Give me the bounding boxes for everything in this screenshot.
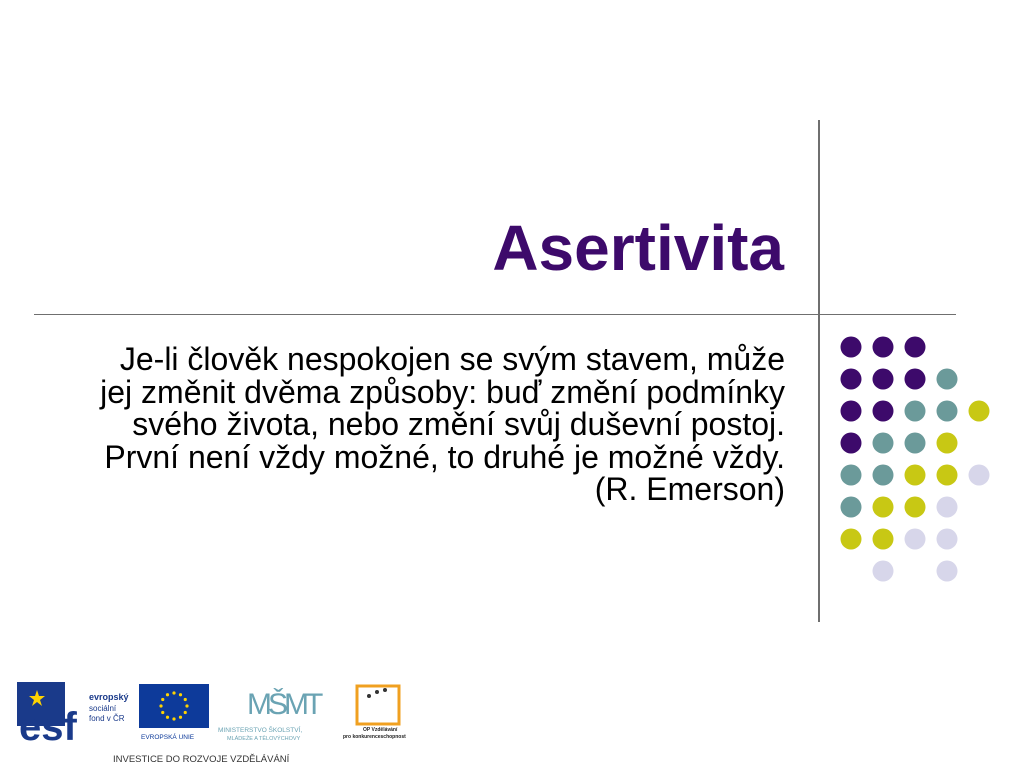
decorative-dot [937,465,958,486]
eu-label: EVROPSKÁ UNIE [141,734,195,741]
eu-star-icon [172,691,175,694]
decorative-dot [937,433,958,454]
eu-star-icon [161,698,164,701]
eu-star-icon [161,711,164,714]
decorative-dot [873,465,894,486]
eu-star-icon [179,716,182,719]
op-line-1: OP Vzdělávání [363,727,398,733]
decorative-dot [873,497,894,518]
eu-star-icon [166,716,169,719]
msmt-line-1: MINISTERSTVO ŠKOLSTVÍ, [218,727,303,734]
op-logo [343,686,406,740]
decorative-dot [905,465,926,486]
esf-logo [17,682,129,749]
msmt-logo [218,687,323,742]
eu-star-icon [184,698,187,701]
decorative-dot [841,465,862,486]
decorative-dot [841,337,862,358]
eu-logo [139,684,209,741]
decorative-dot [905,433,926,454]
slide-body-text: Je-li člověk nespokojen se svým stavem, může jej změnit dvěma způsoby: buď změní podmínky svého života, nebo změní svůj duševní postoj. První není vždy možné, to druhé je možné vždy. (R. Emerson) [100,341,785,507]
eu-star-icon [185,704,188,707]
decorative-dot [873,561,894,582]
esf-line-2: sociální [89,704,117,713]
eu-star-icon [166,693,169,696]
decorative-dot [905,369,926,390]
esf-line-1: evropský [89,692,129,702]
eu-star-icon [159,704,162,707]
decorative-dot [905,529,926,550]
eu-star-icon [179,693,182,696]
esf-line-3: fond v ČR [89,714,125,723]
footer-tagline: INVESTICE DO ROZVOJE VZDĚLÁVÁNÍ [113,754,290,765]
decorative-dot [873,401,894,422]
decorative-dot [873,337,894,358]
eu-star-icon [184,711,187,714]
msmt-mark: MŠMT [247,688,320,721]
decorative-dot [905,497,926,518]
decorative-dot [969,401,990,422]
eu-flag-icon [139,684,209,728]
slide-title: Asertivita [492,212,784,284]
decorative-dot [937,369,958,390]
decorative-dot [905,337,926,358]
horizontal-divider [34,314,956,315]
eu-star-icon [172,717,175,720]
decorative-dot [841,497,862,518]
op-dot-icon [367,694,371,698]
decorative-dot [937,561,958,582]
esf-logo-mark: esf [19,705,77,749]
decorative-dot [969,465,990,486]
op-dot-icon [375,690,379,694]
decorative-dot [873,369,894,390]
vertical-divider [818,120,820,622]
decorative-dot [905,401,926,422]
decorative-dot [841,369,862,390]
decorative-dot [937,497,958,518]
decorative-dot [937,529,958,550]
decorative-dot [841,401,862,422]
decorative-dot [937,401,958,422]
footer-logos [17,682,417,766]
decorative-dot-grid [838,335,998,585]
decorative-dot [841,433,862,454]
op-line-2: pro konkurenceschopnost [343,734,406,740]
decorative-dot [873,529,894,550]
decorative-dot [841,529,862,550]
msmt-line-2: MLÁDEŽE A TĚLOVÝCHOVY [227,736,301,742]
op-dot-icon [383,688,387,692]
decorative-dot [873,433,894,454]
